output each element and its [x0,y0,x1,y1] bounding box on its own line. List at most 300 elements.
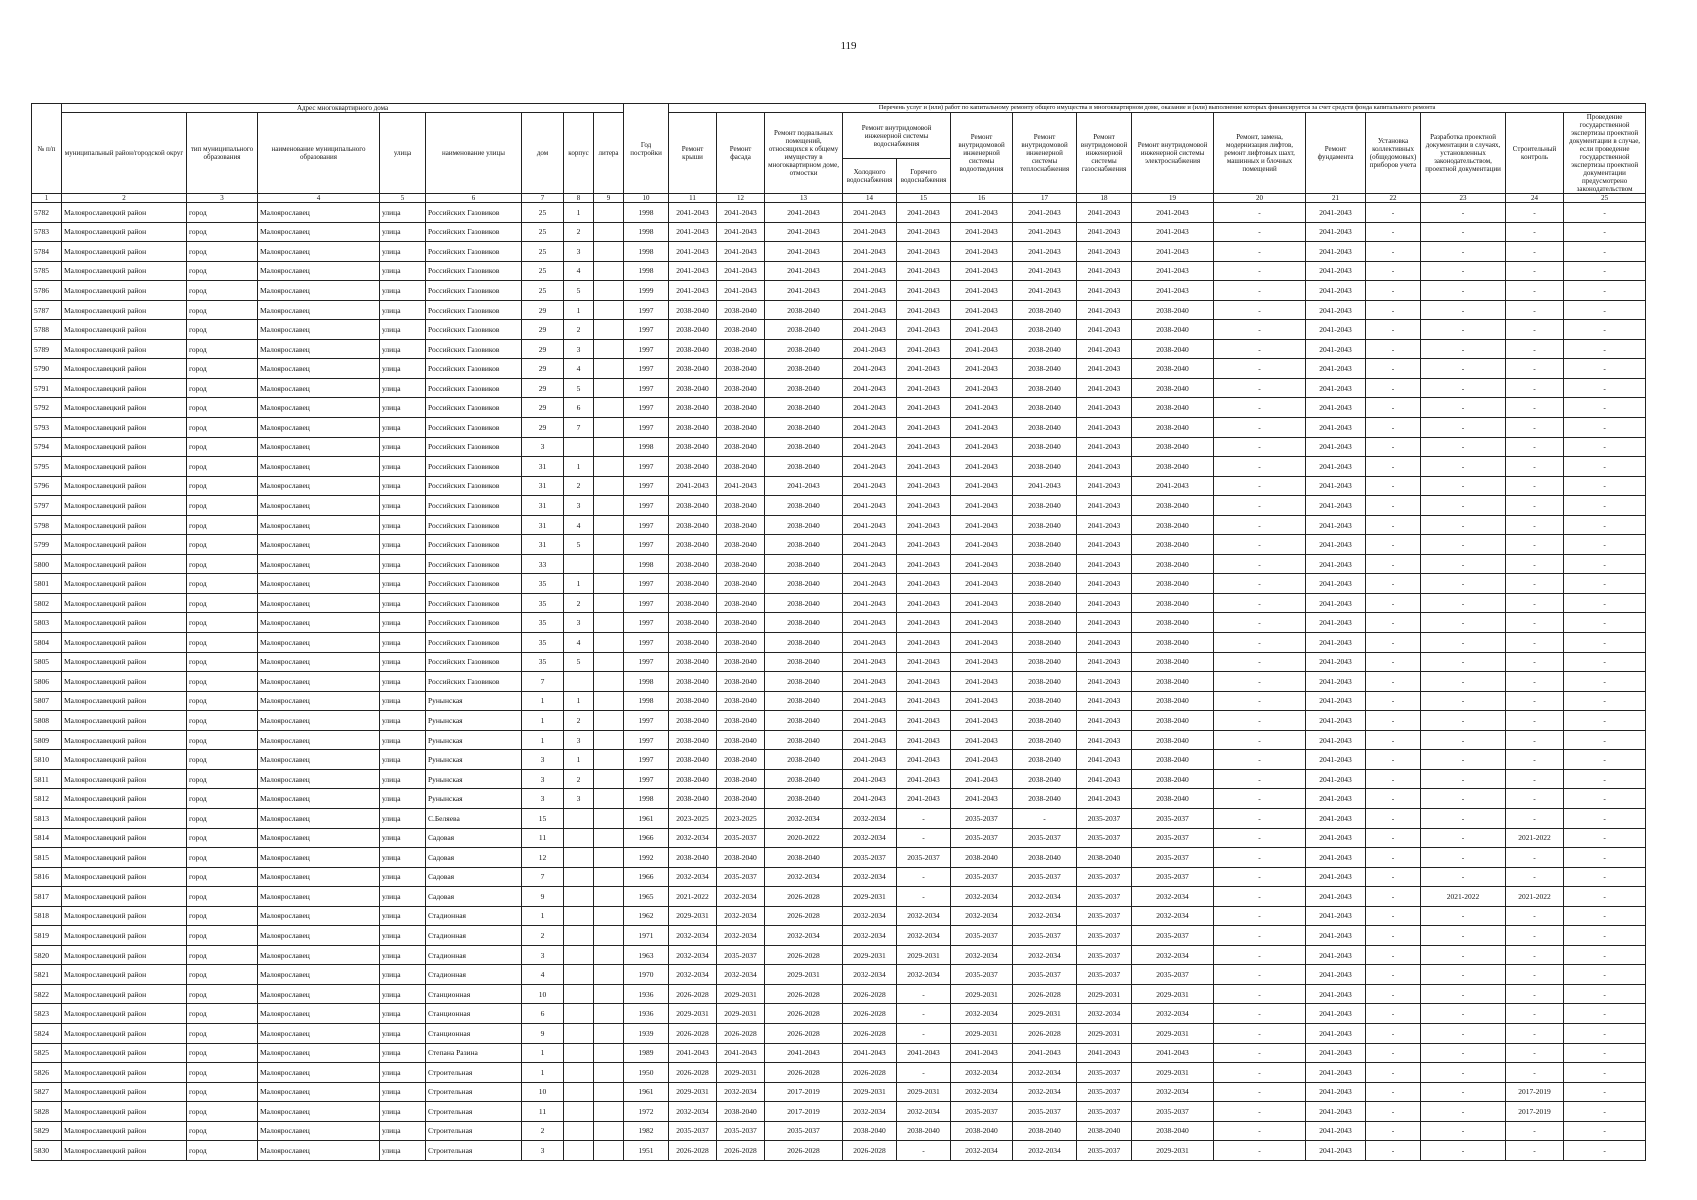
cold-water-cell: 2026-2028 [843,1063,897,1083]
roof-cell: 2041-2043 [669,242,717,262]
facade-cell: 2038-2040 [717,769,765,789]
expertise-cell: - [1564,1102,1646,1122]
header-address-group: Адрес многоквартирного дома [62,104,624,113]
korpus-cell [564,1121,594,1141]
litera-cell [594,457,624,477]
basement-cell: 2026-2028 [765,1141,843,1161]
column-number: 12 [717,194,765,203]
heating-cell: 2038-2040 [1013,730,1077,750]
row-number: 5826 [32,1063,62,1083]
house-cell: 1 [522,1043,564,1063]
sewerage-cell: 2035-2037 [951,965,1013,985]
litera-cell [594,1063,624,1083]
meters-cell: - [1366,1141,1421,1161]
design-cell: - [1421,1102,1506,1122]
design-cell: - [1421,222,1506,242]
settlement-type-cell: город [187,515,258,535]
expertise-cell: - [1564,1063,1646,1083]
row-number: 5828 [32,1102,62,1122]
design-cell: - [1421,281,1506,301]
house-cell: 35 [522,652,564,672]
cold-water-cell: 2041-2043 [843,613,897,633]
year-built-cell: 1997 [624,574,669,594]
hot-water-cell: 2041-2043 [897,652,951,672]
facade-cell: 2038-2040 [717,593,765,613]
foundation-cell: 2041-2043 [1306,808,1366,828]
expertise-cell: - [1564,1121,1646,1141]
expertise-cell: - [1564,398,1646,418]
hot-water-cell: 2041-2043 [897,554,951,574]
street-type-cell: улица [380,906,426,926]
hot-water-cell: 2041-2043 [897,730,951,750]
foundation-cell: 2041-2043 [1306,398,1366,418]
row-number: 5793 [32,418,62,438]
settlement-name-cell: Малоярославец [258,281,380,301]
design-cell: - [1421,203,1506,223]
litera-cell [594,808,624,828]
gas-cell: 2041-2043 [1077,242,1132,262]
meters-cell: - [1366,222,1421,242]
settlement-type-cell: город [187,398,258,418]
design-cell: - [1421,457,1506,477]
design-cell: - [1421,1004,1506,1024]
district-cell: Малоярославецкий район [62,750,187,770]
litera-cell [594,906,624,926]
row-number: 5794 [32,437,62,457]
settlement-name-cell: Малоярославец [258,378,380,398]
table-row [32,593,1646,613]
district-cell: Малоярославецкий район [62,437,187,457]
design-cell: - [1421,1141,1506,1161]
lifts-cell: - [1214,535,1306,555]
expertise-cell: - [1564,945,1646,965]
electricity-cell: 2038-2040 [1132,652,1214,672]
facade-cell: 2029-2031 [717,1063,765,1083]
sewerage-cell: 2041-2043 [951,789,1013,809]
facade-cell: 2038-2040 [717,418,765,438]
street-name-cell: Садовая [426,828,522,848]
roof-cell: 2038-2040 [669,457,717,477]
hot-water-cell: - [897,887,951,907]
house-cell: 3 [522,945,564,965]
cold-water-cell: 2041-2043 [843,378,897,398]
year-built-cell: 1997 [624,300,669,320]
meters-cell: - [1366,261,1421,281]
street-type-cell: улица [380,808,426,828]
gas-cell: 2041-2043 [1077,554,1132,574]
hot-water-cell: 2029-2031 [897,945,951,965]
house-cell: 29 [522,418,564,438]
facade-cell: 2041-2043 [717,476,765,496]
korpus-cell [564,984,594,1004]
design-cell: - [1421,261,1506,281]
lifts-cell: - [1214,1082,1306,1102]
cold-water-cell: 2032-2034 [843,1102,897,1122]
control-cell: - [1506,848,1564,868]
electricity-cell: 2035-2037 [1132,965,1214,985]
year-built-cell: 1966 [624,867,669,887]
expertise-cell: - [1564,965,1646,985]
meters-cell: - [1366,1063,1421,1083]
cold-water-cell: 2026-2028 [843,1004,897,1024]
lifts-cell: - [1214,1102,1306,1122]
korpus-cell [564,1063,594,1083]
capital-repair-table [31,103,1646,1161]
district-cell: Малоярославецкий район [62,867,187,887]
facade-cell: 2041-2043 [717,222,765,242]
heating-cell: 2035-2037 [1013,1102,1077,1122]
foundation-cell: 2041-2043 [1306,867,1366,887]
year-built-cell: 1998 [624,554,669,574]
electricity-cell: 2041-2043 [1132,222,1214,242]
column-number: 11 [669,194,717,203]
table-row [32,1004,1646,1024]
table-row [32,945,1646,965]
roof-cell: 2032-2034 [669,1102,717,1122]
roof-cell: 2035-2037 [669,1121,717,1141]
hot-water-cell: 2041-2043 [897,398,951,418]
district-cell: Малоярославецкий район [62,1004,187,1024]
sewerage-cell: 2041-2043 [951,574,1013,594]
electricity-cell: 2029-2031 [1132,1141,1214,1161]
hot-water-cell: - [897,808,951,828]
street-name-cell: Российских Газовиков [426,476,522,496]
electricity-cell: 2032-2034 [1132,1004,1214,1024]
control-cell: - [1506,515,1564,535]
electricity-cell: 2035-2037 [1132,1102,1214,1122]
foundation-cell: 2041-2043 [1306,926,1366,946]
table-row [32,1121,1646,1141]
facade-cell: 2038-2040 [717,359,765,379]
sewerage-cell: 2035-2037 [951,867,1013,887]
roof-cell: 2038-2040 [669,672,717,692]
district-cell: Малоярославецкий район [62,554,187,574]
design-cell: - [1421,398,1506,418]
meters-cell: - [1366,496,1421,516]
header-works-group: Перечень услуг и (или) работ по капитальному ремонту общего имущества в многоквартирном доме, оказание и (или) выполнение которых финансируется за счет средств фонда капитального ремонта [669,104,1646,113]
litera-cell [594,652,624,672]
foundation-cell: 2041-2043 [1306,945,1366,965]
lifts-cell: - [1214,1023,1306,1043]
electricity-cell: 2038-2040 [1132,769,1214,789]
design-cell: - [1421,242,1506,262]
settlement-type-cell: город [187,613,258,633]
street-name-cell: Строительная [426,1102,522,1122]
street-name-cell: Строительная [426,1082,522,1102]
district-cell: Малоярославецкий район [62,1023,187,1043]
roof-cell: 2038-2040 [669,437,717,457]
street-name-cell: Российских Газовиков [426,300,522,320]
header-basement: Ремонт подвальных помещений, относящихся к общему имуществу в многоквартирном доме, отмостки [765,113,843,194]
house-cell: 29 [522,378,564,398]
korpus-cell [564,1082,594,1102]
heating-cell: 2032-2034 [1013,906,1077,926]
control-cell: - [1506,926,1564,946]
header-year-built: Год постройки [624,104,669,194]
meters-cell: - [1366,1004,1421,1024]
control-cell: - [1506,1043,1564,1063]
header-cold-water: Холодного водоснабжения [843,159,897,194]
settlement-name-cell: Малоярославец [258,476,380,496]
design-cell: - [1421,750,1506,770]
foundation-cell: 2041-2043 [1306,574,1366,594]
street-type-cell: улица [380,848,426,868]
year-built-cell: 1998 [624,672,669,692]
table-row [32,418,1646,438]
roof-cell: 2026-2028 [669,984,717,1004]
street-type-cell: улица [380,945,426,965]
hot-water-cell: 2032-2034 [897,926,951,946]
lifts-cell: - [1214,887,1306,907]
settlement-type-cell: город [187,300,258,320]
heating-cell: 2032-2034 [1013,887,1077,907]
roof-cell: 2038-2040 [669,691,717,711]
control-cell: - [1506,1023,1564,1043]
cold-water-cell: 2041-2043 [843,750,897,770]
hot-water-cell: 2041-2043 [897,515,951,535]
expertise-cell: - [1564,652,1646,672]
year-built-cell: 1997 [624,613,669,633]
hot-water-cell: 2041-2043 [897,281,951,301]
expertise-cell: - [1564,691,1646,711]
gas-cell: 2041-2043 [1077,476,1132,496]
lifts-cell: - [1214,300,1306,320]
year-built-cell: 1992 [624,848,669,868]
year-built-cell: 1950 [624,1063,669,1083]
house-cell: 33 [522,554,564,574]
litera-cell [594,398,624,418]
house-cell: 35 [522,574,564,594]
cold-water-cell: 2041-2043 [843,554,897,574]
settlement-name-cell: Малоярославец [258,398,380,418]
foundation-cell: 2041-2043 [1306,848,1366,868]
gas-cell: 2041-2043 [1077,437,1132,457]
hot-water-cell: 2035-2037 [897,848,951,868]
foundation-cell: 2041-2043 [1306,906,1366,926]
street-type-cell: улица [380,242,426,262]
electricity-cell: 2041-2043 [1132,476,1214,496]
settlement-type-cell: город [187,437,258,457]
lifts-cell: - [1214,281,1306,301]
sewerage-cell: 2038-2040 [951,1121,1013,1141]
table-row [32,359,1646,379]
house-cell: 1 [522,906,564,926]
korpus-cell [564,554,594,574]
basement-cell: 2038-2040 [765,515,843,535]
expertise-cell: - [1564,554,1646,574]
korpus-cell: 2 [564,476,594,496]
sewerage-cell: 2041-2043 [951,730,1013,750]
meters-cell: - [1366,418,1421,438]
basement-cell: 2041-2043 [765,281,843,301]
table-row [32,633,1646,653]
gas-cell: 2041-2043 [1077,378,1132,398]
basement-cell: 2026-2028 [765,1023,843,1043]
basement-cell: 2038-2040 [765,359,843,379]
header-litera: литера [594,113,624,194]
heating-cell: 2026-2028 [1013,984,1077,1004]
settlement-type-cell: город [187,496,258,516]
sewerage-cell: 2041-2043 [951,711,1013,731]
row-number: 5811 [32,769,62,789]
district-cell: Малоярославецкий район [62,593,187,613]
korpus-cell [564,867,594,887]
litera-cell [594,378,624,398]
lifts-cell: - [1214,906,1306,926]
electricity-cell: 2038-2040 [1132,691,1214,711]
foundation-cell: 2041-2043 [1306,535,1366,555]
row-number: 5796 [32,476,62,496]
cold-water-cell: 2041-2043 [843,203,897,223]
cold-water-cell: 2026-2028 [843,1141,897,1161]
korpus-cell [564,848,594,868]
korpus-cell: 2 [564,593,594,613]
heating-cell: 2041-2043 [1013,476,1077,496]
settlement-name-cell: Малоярославец [258,300,380,320]
table-row [32,515,1646,535]
foundation-cell: 2041-2043 [1306,378,1366,398]
house-cell: 11 [522,1102,564,1122]
settlement-name-cell: Малоярославец [258,1102,380,1122]
gas-cell: 2041-2043 [1077,457,1132,477]
street-name-cell: Российских Газовиков [426,593,522,613]
basement-cell: 2041-2043 [765,203,843,223]
settlement-name-cell: Малоярославец [258,730,380,750]
house-cell: 15 [522,808,564,828]
meters-cell: - [1366,593,1421,613]
lifts-cell: - [1214,222,1306,242]
year-built-cell: 1962 [624,906,669,926]
control-cell: - [1506,652,1564,672]
hot-water-cell: - [897,828,951,848]
cold-water-cell: 2038-2040 [843,1121,897,1141]
settlement-type-cell: город [187,1082,258,1102]
house-cell: 3 [522,750,564,770]
row-number: 5797 [32,496,62,516]
district-cell: Малоярославецкий район [62,398,187,418]
heating-cell: 2038-2040 [1013,574,1077,594]
hot-water-cell: 2041-2043 [897,418,951,438]
design-cell: - [1421,613,1506,633]
row-number: 5798 [32,515,62,535]
foundation-cell: 2041-2043 [1306,457,1366,477]
sewerage-cell: 2032-2034 [951,1082,1013,1102]
control-cell: - [1506,711,1564,731]
heating-cell: 2038-2040 [1013,398,1077,418]
district-cell: Малоярославецкий район [62,711,187,731]
control-cell: - [1506,203,1564,223]
street-type-cell: улица [380,828,426,848]
district-cell: Малоярославецкий район [62,828,187,848]
cold-water-cell: 2032-2034 [843,828,897,848]
table-row [32,1082,1646,1102]
house-cell: 1 [522,691,564,711]
street-type-cell: улица [380,1141,426,1161]
meters-cell: - [1366,867,1421,887]
settlement-type-cell: город [187,1121,258,1141]
roof-cell: 2041-2043 [669,281,717,301]
sewerage-cell: 2041-2043 [951,769,1013,789]
design-cell: - [1421,711,1506,731]
heating-cell: 2038-2040 [1013,1121,1077,1141]
design-cell: - [1421,769,1506,789]
expertise-cell: - [1564,730,1646,750]
lifts-cell: - [1214,242,1306,262]
district-cell: Малоярославецкий район [62,926,187,946]
electricity-cell: 2029-2031 [1132,1063,1214,1083]
korpus-cell: 2 [564,222,594,242]
street-name-cell: С.Беляева [426,808,522,828]
meters-cell: - [1366,691,1421,711]
column-number: 14 [843,194,897,203]
meters-cell: - [1366,339,1421,359]
korpus-cell: 1 [564,750,594,770]
table-row [32,867,1646,887]
foundation-cell: 2041-2043 [1306,222,1366,242]
street-name-cell: Российских Газовиков [426,378,522,398]
facade-cell: 2038-2040 [717,457,765,477]
cold-water-cell: 2041-2043 [843,515,897,535]
district-cell: Малоярославецкий район [62,906,187,926]
meters-cell: - [1366,789,1421,809]
facade-cell: 2038-2040 [717,750,765,770]
hot-water-cell: 2041-2043 [897,496,951,516]
foundation-cell: 2041-2043 [1306,261,1366,281]
hot-water-cell: - [897,984,951,1004]
facade-cell: 2038-2040 [717,1102,765,1122]
roof-cell: 2041-2043 [669,203,717,223]
cold-water-cell: 2041-2043 [843,633,897,653]
gas-cell: 2035-2037 [1077,945,1132,965]
column-number: 6 [426,194,522,203]
header-roof: Ремонт крыши [669,113,717,194]
year-built-cell: 1997 [624,730,669,750]
settlement-type-cell: город [187,848,258,868]
column-number: 17 [1013,194,1077,203]
electricity-cell: 2041-2043 [1132,281,1214,301]
meters-cell: - [1366,984,1421,1004]
korpus-cell [564,965,594,985]
settlement-name-cell: Малоярославец [258,1082,380,1102]
header-gas: Ремонт внутридомовой инженерной системы газоснабжения [1077,113,1132,194]
house-cell: 12 [522,848,564,868]
district-cell: Малоярославецкий район [62,789,187,809]
settlement-type-cell: город [187,418,258,438]
korpus-cell: 5 [564,378,594,398]
design-cell: - [1421,437,1506,457]
house-cell: 31 [522,457,564,477]
hot-water-cell: 2041-2043 [897,242,951,262]
korpus-cell [564,906,594,926]
meters-cell: - [1366,848,1421,868]
hot-water-cell: 2041-2043 [897,359,951,379]
roof-cell: 2032-2034 [669,945,717,965]
meters-cell: - [1366,711,1421,731]
meters-cell: - [1366,769,1421,789]
settlement-type-cell: город [187,691,258,711]
header-water-group: Ремонт внутридомовой инженерной системы водоснабжения [843,113,951,159]
sewerage-cell: 2035-2037 [951,1102,1013,1122]
lifts-cell: - [1214,867,1306,887]
row-number: 5821 [32,965,62,985]
column-number: 15 [897,194,951,203]
litera-cell [594,1121,624,1141]
settlement-type-cell: город [187,652,258,672]
house-cell: 1 [522,711,564,731]
street-name-cell: Садовая [426,887,522,907]
roof-cell: 2041-2043 [669,1043,717,1063]
row-number: 5829 [32,1121,62,1141]
